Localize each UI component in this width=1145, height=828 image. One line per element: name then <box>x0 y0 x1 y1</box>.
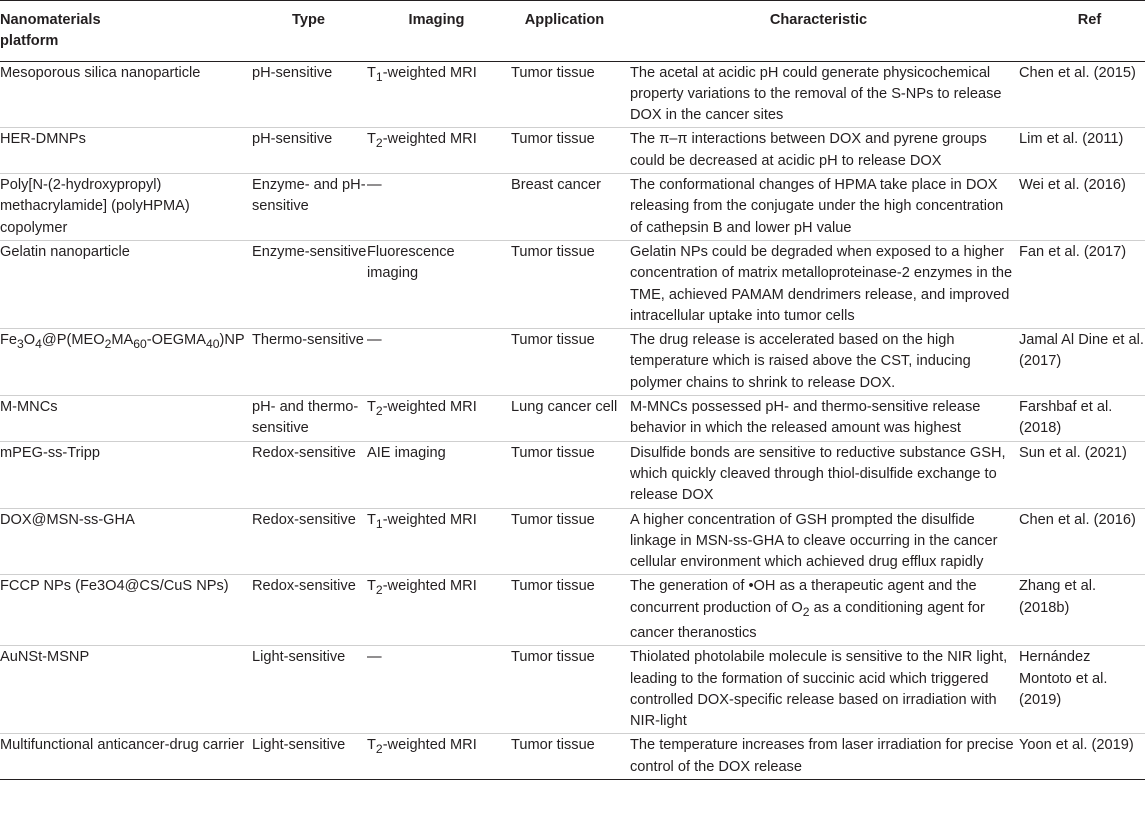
cell-ref-text: Jamal Al Dine et al. (2017) <box>1019 332 1144 370</box>
cell-ref <box>1014 441 1145 508</box>
cell-characteristic-text: Thiolated photolabile molecule is sensitive to the NIR light, leading to the formation of succinic acid which triggered controlled DOX-specific release based on irradiation with NIR-light <box>630 649 1008 730</box>
table-header-row <box>0 1 1145 62</box>
cell-platform-text: FCCP NPs (Fe3O4@CS/CuS NPs) <box>0 578 229 595</box>
table-row <box>0 396 1145 442</box>
cell-platform <box>0 441 250 508</box>
table-row <box>0 508 1145 575</box>
cell-platform-text: Mesoporous silica nanoparticle <box>0 64 201 81</box>
cell-ref <box>1014 240 1145 328</box>
cell-characteristic-text: The acetal at acidic pH could generate physicochemical property variations to the removal of the S-NPs to release DOX in the cancer sites <box>630 64 1002 124</box>
cell-characteristic <box>623 508 1014 575</box>
cell-platform <box>0 646 250 734</box>
cell-platform-text: $Fe_3O_4@P(MEO_2MA_{60}-OEGMA_{40})NP$ <box>0 332 245 352</box>
cell-characteristic <box>623 329 1014 396</box>
cell-characteristic-text: M-MNCs possessed pH- and thermo-sensitive release behavior in which the released amount was highest <box>630 399 981 437</box>
cell-type-text: Enzyme-sensitive <box>252 243 367 260</box>
cell-platform-text: Poly[N-(2-hydroxypropyl) methacrylamide] (polyHPMA) copolymer <box>0 177 190 236</box>
cell-characteristic <box>623 128 1014 174</box>
table-body <box>0 61 1145 779</box>
cell-imaging-text: AIE imaging <box>367 444 446 461</box>
cell-ref-text: Sun et al. (2021) <box>1019 444 1127 461</box>
cell-ref <box>1014 396 1145 442</box>
cell-ref-text: Wei et al. (2016) <box>1019 177 1126 194</box>
table-row <box>0 646 1145 734</box>
cell-application <box>506 174 623 241</box>
cell-platform-text: HER-DMNPs <box>0 131 86 148</box>
header-ref: Ref <box>1014 1 1145 62</box>
cell-type <box>250 61 367 128</box>
cell-platform <box>0 61 250 128</box>
cell-type <box>250 329 367 396</box>
cell-ref-text: Chen et al. (2016) <box>1019 511 1136 528</box>
table-row <box>0 575 1145 646</box>
cell-ref <box>1014 128 1145 174</box>
cell-imaging-text: $T_1$-weighted MRI <box>367 511 477 531</box>
cell-type-text: pH- and thermo-sensitive <box>252 399 359 437</box>
cell-ref <box>1014 61 1145 128</box>
cell-type-text: Enzyme- and pH-sensitive <box>252 177 366 215</box>
cell-type <box>250 441 367 508</box>
cell-imaging <box>367 396 506 442</box>
cell-platform <box>0 174 250 241</box>
cell-characteristic-text: Disulfide bonds are sensitive to reductive substance GSH, which quickly cleaved through thiol-disulfide exchange to release DOX <box>630 444 1006 504</box>
cell-imaging-text: Fluorescence imaging <box>367 243 455 282</box>
cell-ref <box>1014 508 1145 575</box>
table-row <box>0 128 1145 174</box>
header-type: Type <box>250 1 367 62</box>
cell-type-text: Redox-sensitive <box>252 578 356 595</box>
cell-characteristic-text: The π–π interactions between DOX and pyrene groups could be decreased at acidic pH to release DOX <box>630 131 987 169</box>
cell-imaging <box>367 441 506 508</box>
cell-application <box>506 329 623 396</box>
cell-platform <box>0 734 250 780</box>
cell-characteristic-text: The drug release is accelerated based on the high temperature which is raised above the CST, inducing polymer chains to shrink to release DOX. <box>630 332 971 391</box>
header-platform-line2: platform <box>0 33 59 50</box>
cell-application-text: Tumor tissue <box>511 578 595 595</box>
cell-application-text: Lung cancer cell <box>511 399 618 416</box>
cell-type-text: pH-sensitive <box>252 131 333 148</box>
cell-application-text: Tumor tissue <box>511 243 595 260</box>
header-imaging: Imaging <box>367 1 506 62</box>
cell-imaging-text: $T_1$-weighted MRI <box>367 64 477 84</box>
cell-application-text: Breast cancer <box>511 177 602 194</box>
cell-characteristic <box>623 575 1014 646</box>
cell-type <box>250 128 367 174</box>
cell-platform <box>0 128 250 174</box>
cell-imaging <box>367 734 506 780</box>
cell-ref-text: Farshbaf et al. (2018) <box>1019 399 1113 437</box>
cell-type-text: pH-sensitive <box>252 64 333 81</box>
cell-imaging-text: — <box>367 177 382 194</box>
cell-application-text: Tumor tissue <box>511 131 595 148</box>
cell-characteristic <box>623 240 1014 328</box>
cell-characteristic <box>623 61 1014 128</box>
cell-type <box>250 575 367 646</box>
cell-imaging-text: $T_2$-weighted MRI <box>367 399 477 418</box>
cell-imaging <box>367 240 506 328</box>
table-row <box>0 61 1145 128</box>
cell-application <box>506 575 623 646</box>
header-platform <box>0 1 250 62</box>
cell-ref-text: Zhang et al. (2018b) <box>1019 578 1097 616</box>
cell-type <box>250 508 367 575</box>
cell-platform-text: Gelatin nanoparticle <box>0 243 130 260</box>
cell-imaging-text: $T_2$-weighted MRI <box>367 578 477 598</box>
cell-type <box>250 240 367 328</box>
cell-application <box>506 128 623 174</box>
cell-imaging <box>367 128 506 174</box>
cell-characteristic <box>623 646 1014 734</box>
cell-imaging <box>367 61 506 128</box>
cell-ref <box>1014 575 1145 646</box>
cell-type <box>250 734 367 780</box>
cell-type <box>250 174 367 241</box>
cell-application <box>506 441 623 508</box>
cell-application <box>506 734 623 780</box>
cell-type-text: Light-sensitive <box>252 649 346 666</box>
cell-platform <box>0 508 250 575</box>
cell-application <box>506 646 623 734</box>
cell-characteristic <box>623 441 1014 508</box>
cell-imaging-text: — <box>367 332 382 349</box>
cell-ref-text: Yoon et al. (2019) <box>1019 737 1134 754</box>
cell-application <box>506 61 623 128</box>
cell-application-text: Tumor tissue <box>511 444 595 461</box>
header-application: Application <box>506 1 623 62</box>
cell-platform-text: DOX@MSN-ss-GHA <box>0 511 135 528</box>
cell-characteristic <box>623 396 1014 442</box>
cell-platform <box>0 240 250 328</box>
cell-imaging <box>367 575 506 646</box>
cell-ref-text: Lim et al. (2011) <box>1019 131 1124 148</box>
cell-application <box>506 396 623 442</box>
cell-ref-text: Fan et al. (2017) <box>1019 243 1127 260</box>
cell-ref <box>1014 646 1145 734</box>
cell-ref <box>1014 329 1145 396</box>
cell-characteristic-text: A higher concentration of GSH prompted the disulfide linkage in MSN-ss-GHA to cleave occurring in the cancer cellular environment which achieved drug efflux rapidly <box>630 511 998 571</box>
cell-characteristic-text: The temperature increases from laser irradiation for precise control of the DOX release <box>630 737 1014 775</box>
cell-application-text: Tumor tissue <box>511 737 595 754</box>
cell-platform-text: Multifunctional anticancer-drug carrier <box>0 737 245 754</box>
cell-ref-text: Chen et al. (2015) <box>1019 64 1136 81</box>
cell-platform-text: mPEG-ss-Tripp <box>0 444 100 461</box>
cell-imaging-text: $T_2$-weighted MRI <box>367 131 477 151</box>
cell-platform <box>0 575 250 646</box>
cell-characteristic <box>623 174 1014 241</box>
cell-type-text: Thermo-sensitive <box>252 332 364 349</box>
cell-ref <box>1014 174 1145 241</box>
cell-characteristic-text: Gelatin NPs could be degraded when exposed to a higher concentration of matrix metalloproteinase-2 enzymes in the TME, achieved PAMAM dendrimers release, and improved intracellular uptake into tumor cells <box>630 243 1013 324</box>
cell-imaging <box>367 329 506 396</box>
cell-type-text: Light-sensitive <box>252 737 346 754</box>
cell-application-text: Tumor tissue <box>511 332 595 349</box>
cell-application-text: Tumor tissue <box>511 511 595 528</box>
cell-type-text: Redox-sensitive <box>252 444 356 461</box>
cell-characteristic <box>623 734 1014 780</box>
cell-type <box>250 396 367 442</box>
cell-platform <box>0 329 250 396</box>
table-row <box>0 174 1145 241</box>
cell-application-text: Tumor tissue <box>511 649 595 666</box>
cell-imaging-text: $T_2$-weighted MRI <box>367 737 477 757</box>
cell-type <box>250 646 367 734</box>
header-platform-line1: Nanomaterials <box>0 12 101 28</box>
cell-imaging-text: — <box>367 649 382 666</box>
cell-imaging <box>367 174 506 241</box>
cell-ref-text: Hernández Montoto et al. (2019) <box>1019 649 1108 708</box>
cell-imaging <box>367 646 506 734</box>
cell-characteristic-text: The conformational changes of HPMA take place in DOX releasing from the conjugate under the high concentration of cathepsin B and lower pH value <box>630 177 1004 236</box>
cell-ref <box>1014 734 1145 780</box>
cell-characteristic-text: The generation of •OH as a therapeutic agent and the concurrent production of $O_2$ as a conditioning agent for cancer theranostics <box>630 578 985 641</box>
table-row <box>0 734 1145 780</box>
cell-application <box>506 508 623 575</box>
table-row <box>0 441 1145 508</box>
table-row <box>0 240 1145 328</box>
header-characteristic: Characteristic <box>623 1 1014 62</box>
cell-application-text: Tumor tissue <box>511 64 595 81</box>
cell-type-text: Redox-sensitive <box>252 511 356 528</box>
cell-imaging <box>367 508 506 575</box>
cell-application <box>506 240 623 328</box>
table-row <box>0 329 1145 396</box>
cell-platform-text: AuNSt-MSNP <box>0 649 90 666</box>
cell-platform <box>0 396 250 442</box>
cell-platform-text: M-MNCs <box>0 399 58 416</box>
